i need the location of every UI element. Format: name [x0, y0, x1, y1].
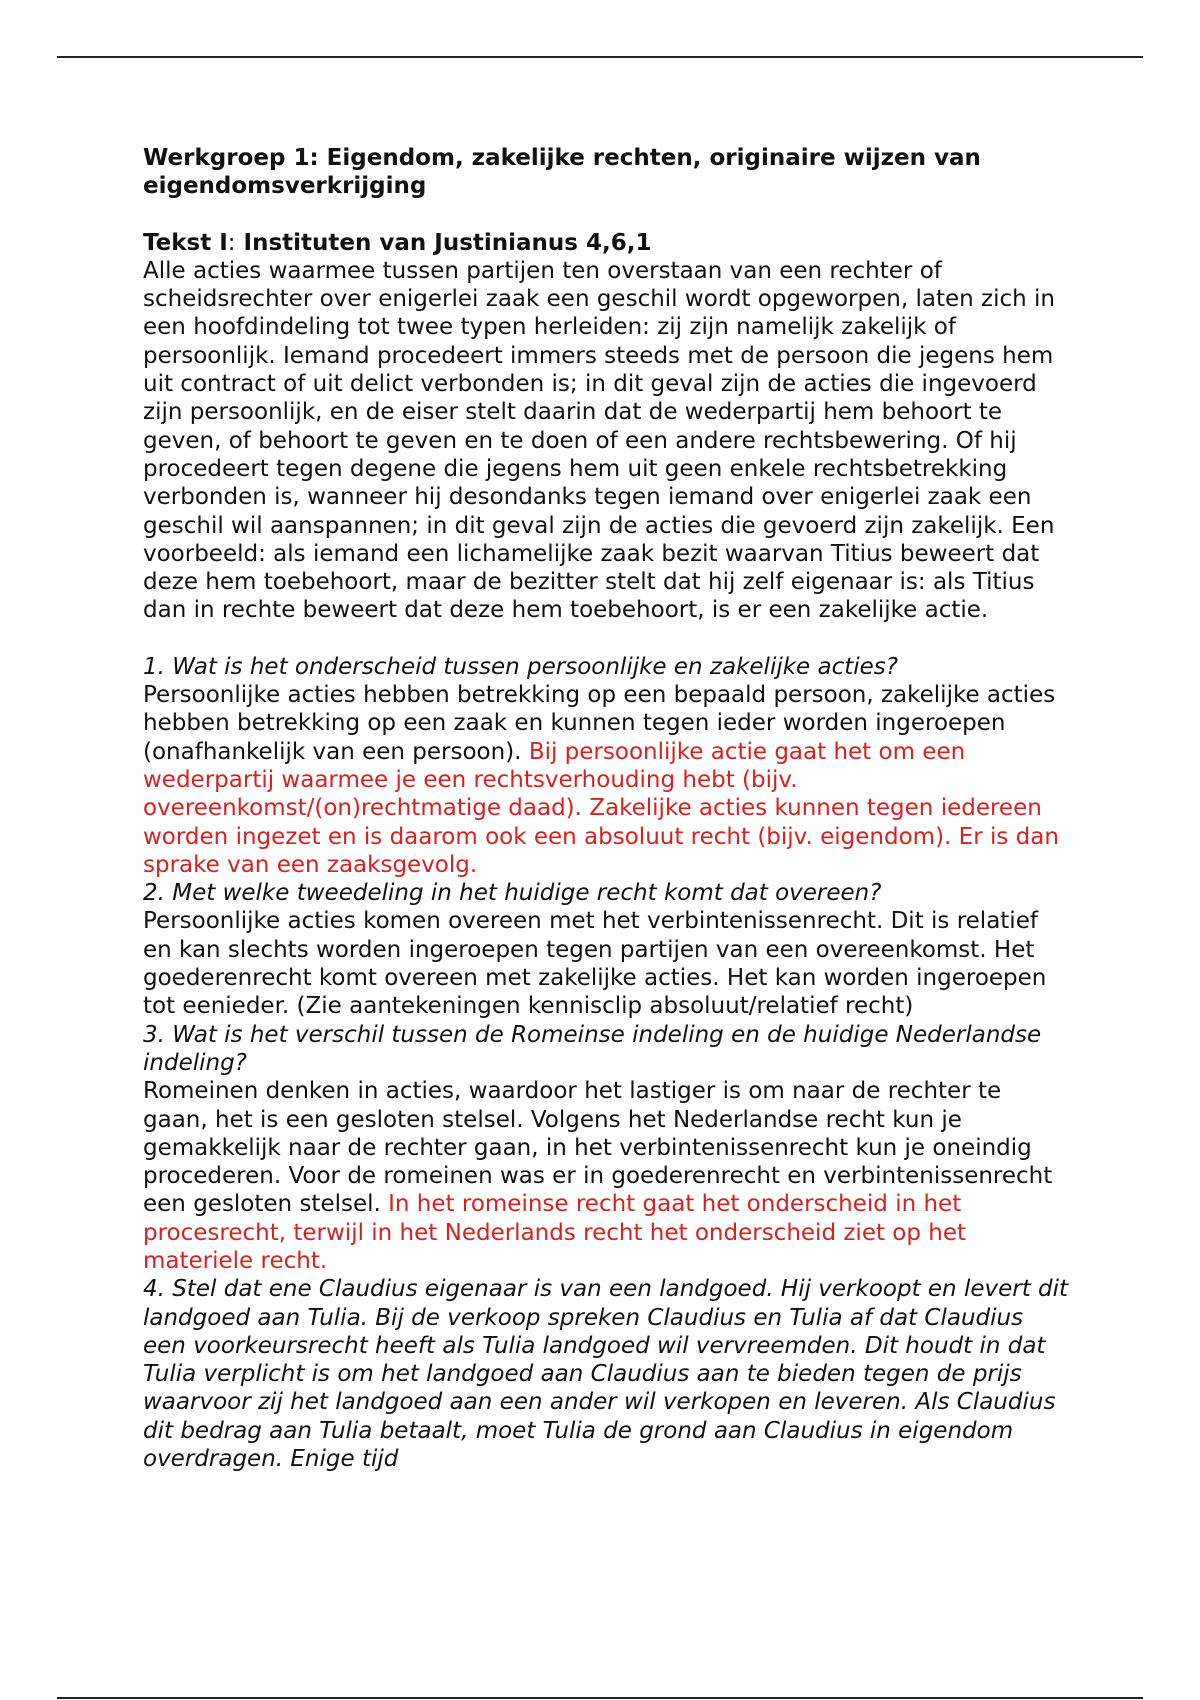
answer-1-text: Persoonlijke acties hebben betrekking op een bepaald persoon, zakelijke acties hebben betrekking op een zaak en kunnen tegen ieder worden ingeroepen (onafhankelijk van een persoon).: [143, 682, 1056, 765]
document-title: Werkgroep 1: Eigendom, zakelijke rechten, originaire wijzen van eigendomsverkrijging: [143, 145, 981, 200]
footer-rule: [57, 1697, 1143, 1699]
header-rule: [57, 56, 1143, 58]
answer-3-annotation: In het romeinse recht gaat het onderscheid in het procesrecht, terwijl in het Nederlands recht het onderscheid ziet op het materiele recht.: [143, 1191, 967, 1274]
answer-2-text: Persoonlijke acties komen overeen met het verbintenissenrecht. Dit is relatief en kan slechts worden ingeroepen tegen partijen van een overeenkomst. Het goederenrecht komt overeen met zakelijke acties. Het kan worden ingeroepen tot eenieder. (Zie aantekeningen kennisclip absoluut/relatief recht): [143, 908, 1047, 1020]
tekst-body: Alle acties waarmee tussen partijen ten overstaan van een rechter of scheidsrechter over enigerlei zaak een geschil wordt opgeworpen, laten zich in een hoofdindeling tot twee typen herleiden: zij zijn namelijk zakelijk of persoonlijk. Iemand procedeert immers steeds met de persoon die jegens hem uit contract of uit delict verbonden is; in dit geval zijn de acties die ingevoerd zijn persoonlijk, en de eiser stelt daarin dat de wederpartij hem behoort te geven, of behoort te geven en te doen of een andere rechtsbewering. Of hij procedeert tegen degene die jegens hem uit geen enkele rechtsbetrekking verbonden is, wanneer hij desondanks tegen iemand over enigerlei zaak een geschil wil aanspannen; in dit geval zijn de acties die gevoerd zijn zakelijk. Een voorbeeld: als iemand een lichamelijke zaak bezit waarvan Titius beweert dat deze hem toebehoort, maar de bezitter stelt dat hij zelf eigenaar is: als Titius dan in rechte beweert dat deze hem toebehoort, is er een zakelijke actie.: [143, 257, 1055, 624]
answer-3: [143, 1077, 1073, 1275]
answer-1-annotation: Bij persoonlijke actie gaat het om een wederpartij waarmee je een rechtsverhouding hebt (bijv. overeenkomst/(on)rechtmatige daad). Zakelijke acties kunnen tegen iedereen worden ingezet en is daarom ook een absoluut recht (bijv. eigendom). Er is dan sprake van een zaaksgevolg.: [143, 738, 1059, 878]
tekst-colon: :: [227, 229, 236, 256]
answer-2: [143, 907, 1073, 1020]
question-3: 3. Wat is het verschil tussen de Romeinse indeling en de huidige Nederlandse indeling?: [143, 1021, 1042, 1076]
answer-3-text: Romeinen denken in acties, waardoor het lastiger is om naar de rechter te gaan, het is een gesloten stelsel. Volgens het Nederlandse recht kun je gemakkelijk naar de rechter gaan, in het verbintenissenrecht kun je oneindig procederen. Voor de romeinen was er in goederenrecht en verbintenissenrecht een gesloten stelsel.: [143, 1078, 1053, 1218]
tekst-heading: [143, 229, 1073, 257]
tekst-source: Instituten van Justinianus 4,6,1: [235, 229, 652, 256]
document-body: [143, 144, 1073, 1473]
question-2: 2. Met welke tweedeling in het huidige recht komt dat overeen?: [143, 880, 882, 907]
paragraph-gap: [143, 625, 1073, 653]
answer-1: [143, 681, 1073, 879]
question-1: 1. Wat is het onderscheid tussen persoonlijke en zakelijke acties?: [143, 653, 898, 680]
tekst-label: Tekst I: [143, 229, 228, 256]
question-4: 4. Stel dat ene Claudius eigenaar is van een landgoed. Hij verkoopt en levert dit landgoed aan Tulia. Bij de verkoop spreken Claudius en Tulia af dat Claudius een voorkeursrecht heeft als Tulia landgoed wil vervreemden. Dit houdt in dat Tulia verplicht is om het landgoed aan Claudius aan te bieden tegen de prijs waarvoor zij het landgoed aan een ander wil verkopen en leveren. Als Claudius dit bedrag aan Tulia betaalt, moet Tulia de grond aan Claudius in eigendom overdragen. Enige tijd: [143, 1276, 1069, 1473]
